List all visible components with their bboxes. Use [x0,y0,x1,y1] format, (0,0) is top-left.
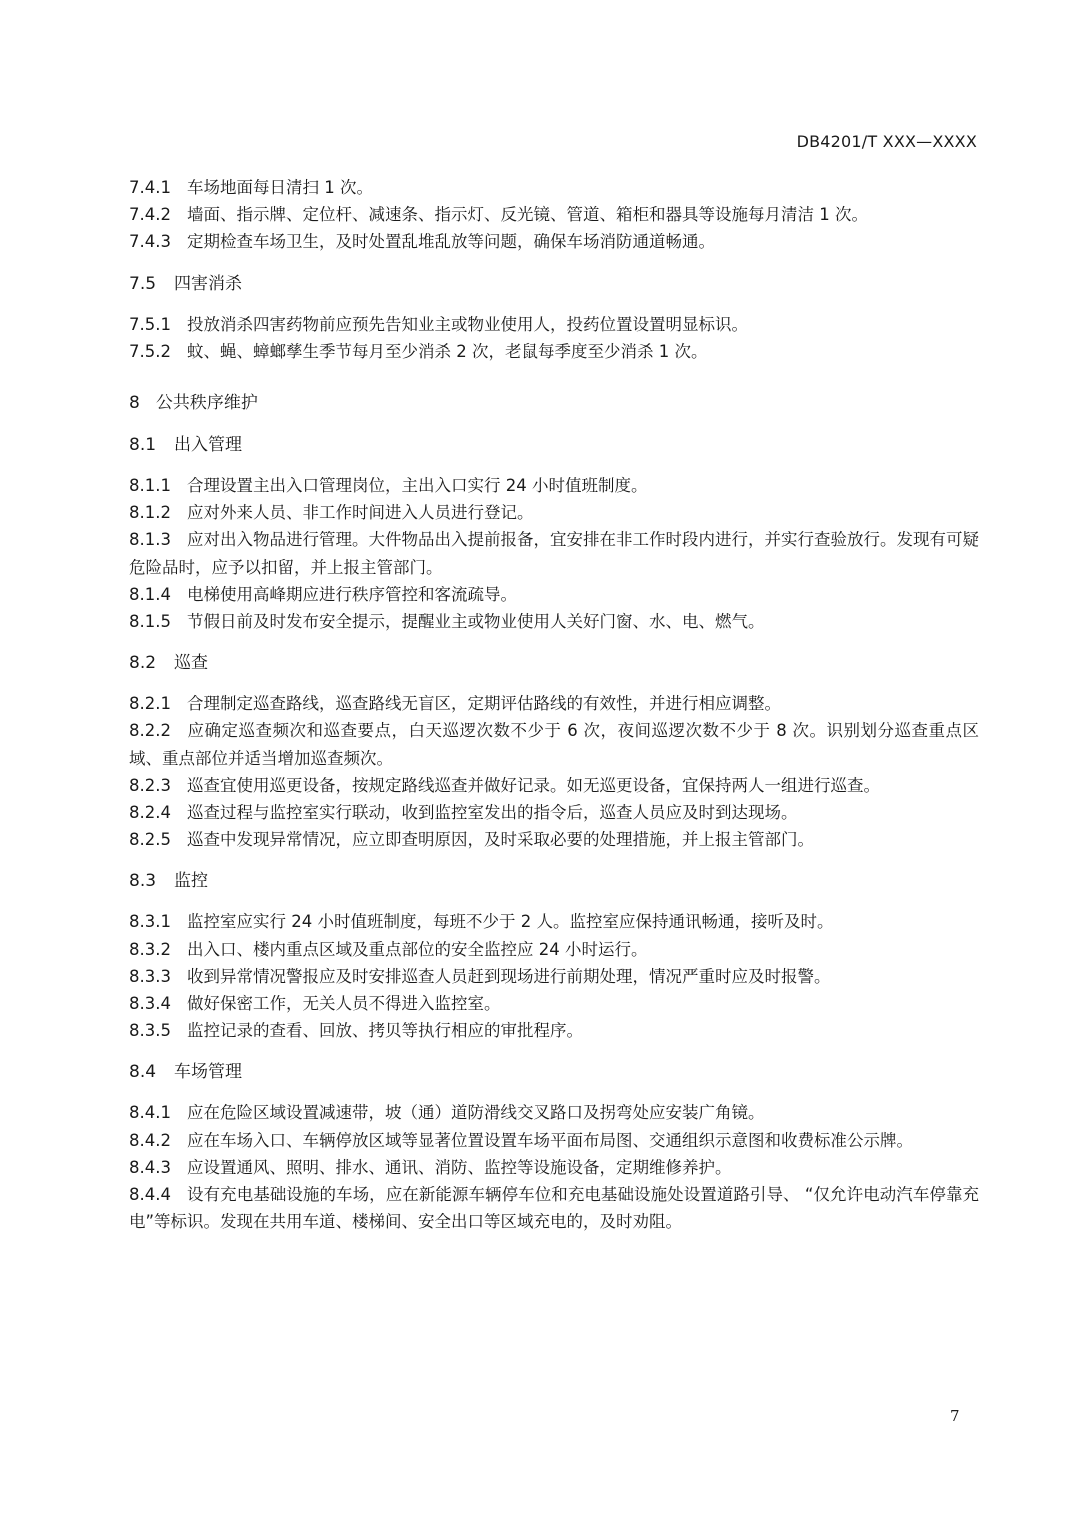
section-number: 7.5 [129,273,157,294]
clause-text: 应确定巡查频次和巡查要点，白天巡逻次数不少于 6 次，夜间巡逻次数不少于 8 次。识别划分巡查重点区域、重点部位并适当增加巡查频次。 [129,721,979,768]
clause-8-2-3 [129,772,979,799]
clause-number: 8.4.4 [129,1185,171,1205]
clause-8-4-1 [129,1099,979,1126]
clause-text: 巡查过程与监控室实行联动，收到监控室发出的指令后，巡查人员应及时到达现场。 [186,803,798,823]
section-title: 出入管理 [174,435,243,456]
clause-number: 8.1.2 [129,503,171,523]
section-title: 四害消杀 [174,273,243,294]
clause-number: 7.5.2 [129,341,171,361]
clause-number: 8.4.2 [129,1130,171,1150]
clause-text: 应设置通风、照明、排水、通讯、消防、监控等设施设备，定期维修养护。 [186,1157,732,1177]
clause-number: 8.2.3 [129,775,171,795]
section-title: 车场管理 [174,1062,243,1083]
section-title: 监控 [174,871,209,892]
clause-8-3-3 [129,963,979,990]
clause-7-4-1 [129,174,979,201]
clause-text: 投放消杀四害药物前应预先告知业主或物业使用人，投药位置设置明显标识。 [186,314,748,334]
clause-8-1-1 [129,472,979,499]
clause-8-3-1 [129,908,979,935]
clause-8-4-3 [129,1154,979,1181]
clause-8-4-4 [129,1181,979,1235]
section-number: 8.4 [129,1062,157,1083]
clause-text: 车场地面每日清扫 1 次。 [186,178,373,197]
clause-text: 巡查宜使用巡更设备，按规定路线巡查并做好记录。如无巡更设备，宜保持两人一组进行巡查。 [186,775,880,795]
clause-number: 7.4.2 [129,205,171,225]
section-heading-8-2 [129,650,979,677]
clause-number: 8.2.5 [129,830,171,850]
clause-number: 8.3.4 [129,994,171,1014]
document-body [129,174,979,1235]
clause-text: 出入口、楼内重点区域及重点部位的安全监控应 24 小时运行。 [186,939,648,959]
clause-8-1-2 [129,499,979,526]
chapter-heading-8 [129,390,979,417]
clause-8-2-4 [129,799,979,826]
clause-8-4-2 [129,1127,979,1154]
clause-number: 8.1.3 [129,530,171,550]
clause-text: 巡查中发现异常情况，应立即查明原因，及时采取必要的处理措施，并上报主管部门。 [186,830,814,850]
clause-number: 8.2.1 [129,694,171,714]
clause-text: 应在危险区域设置减速带，坡（通）道防滑线交叉路口及拐弯处应安装广角镜。 [186,1103,765,1123]
document-code-header: DB4201/T XXX—XXXX [796,132,977,151]
page-number: 7 [950,1407,960,1425]
section-number: 8.1 [129,435,157,456]
clause-text: 监控记录的查看、回放、拷贝等执行相应的审批程序。 [186,1021,583,1041]
clause-8-3-5 [129,1017,979,1044]
clause-number: 8.1.4 [129,584,171,604]
clause-text: 合理制定巡查路线，巡查路线无盲区，定期评估路线的有效性，并进行相应调整。 [186,694,781,714]
clause-number: 7.5.1 [129,314,171,334]
clause-text: 做好保密工作，无关人员不得进入监控室。 [186,994,501,1014]
clause-number: 8.2.4 [129,803,171,823]
chapter-title: 公共秩序维护 [155,393,258,414]
clause-text: 电梯使用高峰期应进行秩序管控和客流疏导。 [186,584,517,604]
section-heading-7-5 [129,271,979,298]
clause-number: 8.3.3 [129,966,171,986]
clause-text: 节假日前及时发布安全提示，提醒业主或物业使用人关好门窗、水、电、燃气。 [186,612,765,632]
clause-text: 定期检查车场卫生，及时处置乱堆乱放等问题，确保车场消防通道畅通。 [186,232,715,252]
clause-number: 8.4.3 [129,1157,171,1177]
clause-text: 设有充电基础设施的车场，应在新能源车辆停车位和充电基础设施处设置道路引导、 “仅允许电动汽车停靠充电”等标识。发现在共用车道、楼梯间、安全出口等区域充电的，及时劝阻。 [129,1185,979,1232]
clause-8-2-5 [129,826,979,853]
clause-number: 7.4.1 [129,178,171,197]
clause-7-4-3 [129,228,979,255]
section-title: 巡查 [174,653,209,674]
clause-text: 墙面、指示牌、定位杆、减速条、指示灯、反光镜、管道、箱柜和器具等设施每月清洁 1 次。 [186,205,868,225]
clause-number: 7.4.3 [129,232,171,252]
clause-text: 合理设置主出入口管理岗位，主出入口实行 24 小时值班制度。 [186,476,648,496]
clause-8-1-5 [129,608,979,635]
chapter-number: 8 [129,393,140,414]
clause-text: 收到异常情况警报应及时安排巡查人员赶到现场进行前期处理，情况严重时应及时报警。 [186,966,831,986]
clause-number: 8.1.1 [129,476,171,496]
clause-number: 8.4.1 [129,1103,171,1123]
clause-number: 8.3.1 [129,912,171,932]
clause-number: 8.2.2 [129,721,171,741]
clause-7-5-1 [129,311,979,338]
section-number: 8.3 [129,871,157,892]
clause-8-3-4 [129,990,979,1017]
clause-number: 8.1.5 [129,612,171,632]
clause-text: 蚊、蝇、蟑螂孳生季节每月至少消杀 2 次，老鼠每季度至少消杀 1 次。 [186,341,708,361]
clause-text: 应对外来人员、非工作时间进入人员进行登记。 [186,503,534,523]
clause-8-2-2 [129,717,979,771]
section-number: 8.2 [129,653,157,674]
clause-7-4-2 [129,201,979,228]
section-heading-8-3 [129,868,979,895]
section-heading-8-1 [129,432,979,459]
clause-8-3-2 [129,936,979,963]
section-heading-8-4 [129,1059,979,1086]
clause-text: 监控室应实行 24 小时值班制度，每班不少于 2 人。监控室应保持通讯畅通，接听及时。 [186,912,834,932]
clause-text: 应在车场入口、车辆停放区域等显著位置设置车场平面布局图、交通组织示意图和收费标准公示牌。 [186,1130,913,1150]
clause-8-1-4 [129,581,979,608]
clause-8-1-3 [129,526,979,580]
clause-7-5-2 [129,338,979,365]
clause-text: 应对出入物品进行管理。大件物品出入提前报备，宜安排在非工作时段内进行，并实行查验放行。发现有可疑危险品时，应予以扣留，并上报主管部门。 [129,530,979,577]
clause-number: 8.3.2 [129,939,171,959]
clause-8-2-1 [129,690,979,717]
clause-number: 8.3.5 [129,1021,171,1041]
